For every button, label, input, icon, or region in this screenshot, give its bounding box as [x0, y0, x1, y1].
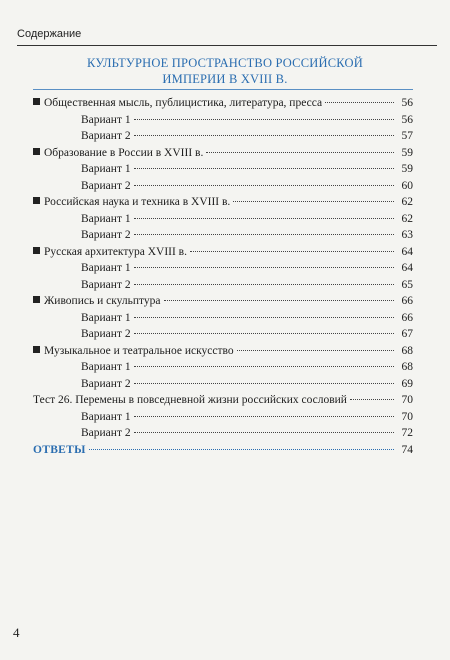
toc-entry-label: Вариант 2	[81, 130, 131, 142]
toc-entry-page: 72	[401, 427, 413, 439]
toc-subentry	[33, 112, 413, 129]
toc-entry	[33, 194, 413, 211]
dot-leader	[134, 432, 394, 433]
toc-subentry	[33, 425, 413, 442]
toc-entry-label: Музыкальное и театральное искусство	[44, 344, 234, 357]
dot-leader	[350, 399, 394, 400]
toc-entry-label: Российская наука и техника в XVIII в.	[44, 196, 231, 208]
toc-entry-page: 57	[401, 130, 413, 142]
toc-entry-label: Вариант 1	[81, 311, 131, 324]
section-title	[60, 55, 390, 87]
toc-entry-label: Вариант 1	[81, 262, 131, 274]
toc-entry-page: 68	[401, 344, 413, 357]
toc-entry-label: Вариант 1	[81, 410, 131, 423]
section-title-line-1: КУЛЬТУРНОЕ ПРОСТРАНСТВО РОССИЙСКОЙ	[87, 56, 363, 70]
square-bullet-icon	[33, 98, 40, 105]
dot-leader	[134, 317, 394, 318]
toc-entry-page: 70	[401, 394, 413, 406]
toc-entry-page: 69	[401, 377, 413, 390]
square-bullet-icon	[33, 148, 40, 155]
square-bullet-icon	[33, 197, 40, 204]
running-header: Содержание	[17, 28, 82, 40]
dot-leader	[134, 333, 394, 334]
dot-leader	[164, 300, 394, 301]
dot-leader	[134, 366, 394, 367]
toc-subentry	[33, 277, 413, 294]
dot-leader	[134, 168, 394, 169]
toc-entry-label: Образование в России в XVIII в.	[44, 146, 204, 159]
dot-leader	[325, 102, 394, 103]
dot-leader	[89, 449, 394, 450]
dot-leader	[134, 416, 394, 417]
dot-leader	[134, 218, 394, 219]
title-divider	[33, 89, 413, 90]
toc-subentry	[33, 227, 413, 244]
toc-entry-label: Вариант 1	[81, 361, 131, 373]
toc-subentry	[33, 376, 413, 393]
dot-leader	[134, 185, 394, 186]
toc-entry-label: Вариант 2	[81, 377, 131, 390]
toc-entry-page: 64	[401, 262, 413, 274]
toc-subentry	[33, 211, 413, 228]
toc-subentry	[33, 326, 413, 343]
toc-entry-page: 74	[401, 443, 413, 456]
toc-subentry	[33, 178, 413, 195]
toc-entry	[33, 343, 413, 360]
toc-entry-page: 59	[401, 146, 413, 159]
toc-entry-page: 64	[401, 245, 413, 258]
header-divider	[17, 45, 437, 46]
toc-entry-label: Общественная мысль, публицистика, литература, пресса	[44, 97, 323, 109]
toc-entry-page: 62	[401, 196, 413, 208]
dot-leader	[233, 201, 394, 202]
page-number: 4	[13, 625, 20, 640]
toc-subentry	[33, 161, 413, 178]
dot-leader	[206, 152, 394, 153]
toc-entry-label: Русская архитектура XVIII в.	[44, 245, 187, 258]
toc-entry-page: 56	[401, 97, 413, 109]
toc-entry-page: 63	[401, 229, 413, 241]
dot-leader	[134, 119, 394, 120]
toc-entry	[33, 392, 413, 409]
toc-entry-page: 70	[401, 410, 413, 423]
toc-entry-label: Вариант 1	[81, 212, 131, 225]
toc-subentry	[33, 359, 413, 376]
toc-entry-page: 62	[401, 212, 413, 225]
dot-leader	[190, 251, 394, 252]
toc-entry-label: ОТВЕТЫ	[33, 443, 86, 456]
toc-subentry	[33, 409, 413, 426]
toc-entry-label: Вариант 2	[81, 278, 131, 291]
dot-leader	[134, 234, 394, 235]
toc-entry-page: 59	[401, 163, 413, 175]
toc-entry-label: Живопись и скульптура	[44, 295, 161, 307]
toc-entry	[33, 145, 413, 162]
square-bullet-icon	[33, 346, 40, 353]
toc-entry-label: Вариант 1	[81, 113, 131, 126]
toc-entry-label: Вариант 2	[81, 229, 131, 241]
toc-subentry	[33, 260, 413, 277]
dot-leader	[134, 135, 394, 136]
dot-leader	[134, 284, 394, 285]
dot-leader	[134, 383, 394, 384]
toc-entry-label: Тест 26. Перемены в повседневной жизни российских сословий	[33, 394, 347, 406]
toc-subentry	[33, 310, 413, 327]
toc-subentry	[33, 128, 413, 145]
toc-answers-entry	[33, 442, 413, 459]
toc-entry-page: 67	[401, 328, 413, 340]
toc-entry-page: 66	[401, 311, 413, 324]
toc-entry-label: Вариант 2	[81, 427, 131, 439]
toc-entry-label: Вариант 2	[81, 328, 131, 340]
toc-entry-page: 68	[401, 361, 413, 373]
table-of-contents	[33, 95, 413, 458]
toc-entry-page: 65	[401, 278, 413, 291]
dot-leader	[237, 350, 394, 351]
square-bullet-icon	[33, 296, 40, 303]
toc-entry-page: 66	[401, 295, 413, 307]
toc-entry-page: 56	[401, 113, 413, 126]
toc-entry	[33, 244, 413, 261]
square-bullet-icon	[33, 247, 40, 254]
section-title-line-2: ИМПЕРИИ В XVIII В.	[162, 72, 288, 86]
toc-entry	[33, 95, 413, 112]
toc-entry-label: Вариант 2	[81, 179, 131, 192]
toc-entry-label: Вариант 1	[81, 163, 131, 175]
toc-entry-page: 60	[401, 179, 413, 192]
dot-leader	[134, 267, 394, 268]
toc-entry	[33, 293, 413, 310]
